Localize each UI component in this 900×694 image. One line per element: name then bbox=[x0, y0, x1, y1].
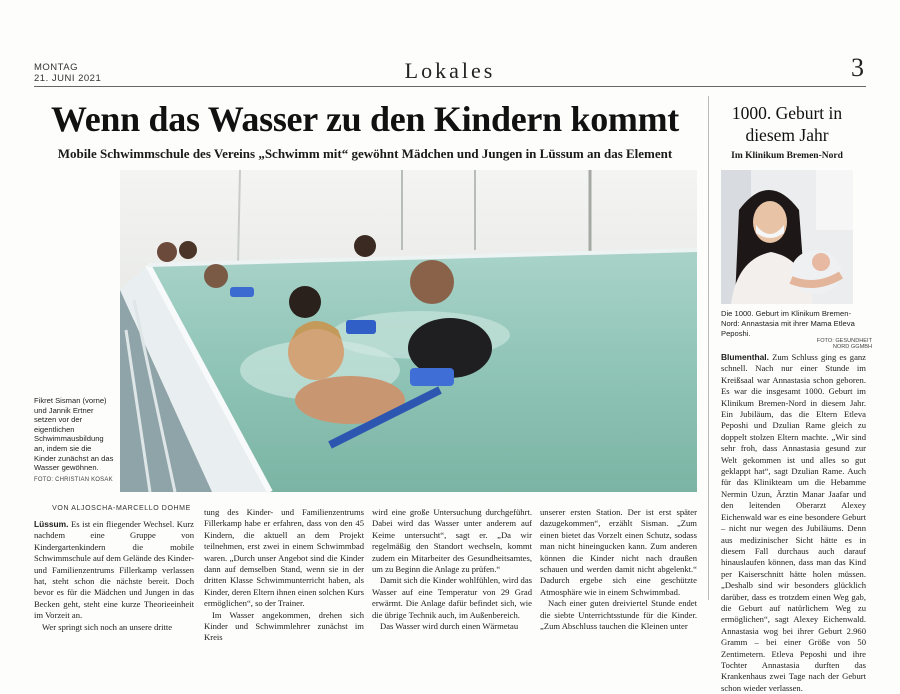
paragraph: Im Wasser angekommen, drehen sich Kinder und Schwimmlehrer zunächst im Kreis bbox=[204, 609, 364, 643]
article-column-3 bbox=[372, 507, 532, 632]
page-number: 3 bbox=[851, 53, 864, 82]
paragraph: Damit sich die Kinder wohlfühlen, wird das Wasser auf eine Temperatur von 29 Grad erwärmt. Die Anlage dafür befindet sich, wie die übrige Technik auch, im Außenbereich. bbox=[372, 575, 532, 620]
sidebar-dateline: Blumenthal. bbox=[721, 352, 769, 362]
paragraph: Wer springt sich noch an unsere dritte bbox=[42, 621, 173, 632]
photo-caption bbox=[34, 396, 114, 485]
photo-credit: FOTO: CHRISTIAN KOSAK bbox=[34, 476, 113, 483]
masthead-divider bbox=[34, 86, 866, 87]
article-headline: Wenn das Wasser zu den Kindern kommt bbox=[51, 99, 679, 139]
paragraph: wird eine große Untersuchung durchgeführt. Dabei wird das Wasser unter anderem auf Keime untersucht“, sagt er. „Da wir regelmäßig den Standort wechseln, kommt zudem ein Mitarbeiter des Gesundheitsamtes, um zu Beginn die Anlage zu prüfen.“ bbox=[372, 507, 532, 575]
paragraph: Nach einer guten dreiviertel Stunde endet die siebte Unterrichtsstunde für die Kinder. „Zum Abschluss tauchen die Kleinen unter bbox=[540, 598, 697, 632]
sidebar-subheadline: Im Klinikum Bremen-Nord bbox=[731, 151, 843, 161]
article-column-1 bbox=[34, 519, 194, 633]
sidebar-photo-credit: FOTO: GESUNDHEIT NORD GGMBH bbox=[816, 338, 872, 350]
dateline: Lüssum. bbox=[34, 519, 69, 529]
paragraph: unserer ersten Station. Der ist erst später dazugekommen“, erzählt Sisman. „Zum einen bietet das Vorzelt einen Schutz, sodass man nicht hineingucken kann. Zum anderen können die Kinder nicht nach draußen schauen und werden damit nicht abgelenkt.“ Dadurch ergebe sich eine geschützte Atmosphäre wie in einem Schwimmbad. bbox=[540, 507, 697, 597]
section-title: Lokales bbox=[404, 58, 496, 83]
sidebar-paragraph: Zum Schluss ging es ganz schnell. Nach nur einer Stunde im Kreißsaal war Annastasia schon geboren. Es war die insgesamt 1000. Geburt im Klinikum Bremen-Nord in diesem Jahr. Ein Jubiläum, das die Eltern Etleva Peposhi und Dzulian Rame gleich zu doppelt stolzen Eltern machte. „Wir sind sehr froh, dass Annastasia gesund zur Welt gekommen ist und alles so gut geklappt hat“, sagt Dzulian Rame. Auch für das Klinikteam um die Hebamme Nermin Uzun, Ärztin Manar Jaafar und den leitenden Oberarzt Alexey Eichenwald war es eine besondere Geburt – nicht nur wegen des Jubiläums. Denn aus medizinischer Sicht hätte es in diesem Fall durchaus auch darauf hinauslaufen können, dass man das Kind per Kaiserschnitt hätte holen müssen. „Deshalb sind wir besonders glücklich darüber, dass es trotzdem einen Weg gab, die Geburt auf natürlichem Weg zu ermöglichen“, sagt Alexey Eichenwald. Annastasia wog bei ihrer Geburt 2.960 Gramm – bei einer Größe von 50 Zentimetern. Etleva Peposhi und ihre Tochter Annastasia durften das Krankenhaus zwei Tage nach der Geburt schon wieder verlassen. bbox=[721, 352, 866, 693]
sidebar-headline: 1000. Geburt in diesem Jahr bbox=[731, 103, 843, 145]
paragraph: Das Wasser wird durch einen Wärmetau bbox=[380, 621, 519, 632]
weekday: MONTAG bbox=[34, 62, 78, 73]
byline: VON ALJOSCHA-MARCELLO DOHME bbox=[52, 505, 191, 512]
paragraph: tung des Kinder- und Familienzentrums Fillerkamp habe er erfahren, dass von den 45 Kindern, die aktuell an dem Projekt teilnehmen, erst zwei in einem Schwimmbad waren. „Durch unser Angebot sind die Kinder dann auf demselben Stand, wenn sie in der dritten Klasse Schwimmunterricht haben, als Kinder, deren Eltern ihnen einen solchen Kurs ermöglichen“, so der Trainer. bbox=[204, 507, 364, 609]
article-column-2 bbox=[204, 507, 364, 644]
article-subheadline: Mobile Schwimmschule des Vereins „Schwimm mit“ gewöhnt Mädchen und Jungen in Lüssum an das Element bbox=[57, 146, 673, 161]
swimming-pool-photo bbox=[120, 170, 697, 492]
paragraph: Es ist ein fliegender Wechsel. Kurz nachdem eine Gruppe von Kindergartenkindern die mobile Schwimmschule auf dem Gelände des Kinder- und Familienzentrums Fillerkamp verlassen hat, steht schon die nächste bereit. Doch bevor es für die Mädchen und Jungen in das Becken geht, steht eine kurze Theorieeinheit im Vorzeit an. bbox=[34, 519, 194, 621]
sidebar-photo-caption: Die 1000. Geburt im Klinikum Bremen-Nord: Annastasia mit ihrer Mama Etleva Peposhi. bbox=[721, 309, 855, 338]
sidebar-divider bbox=[708, 96, 709, 600]
date: 21. JUNI 2021 bbox=[34, 73, 102, 84]
sidebar-body bbox=[721, 352, 866, 694]
mother-baby-photo bbox=[721, 170, 853, 304]
caption-text: Fikret Sisman (vorne) und Jannik Ertner setzen vor der eigentlichen Schwimmausbildung an, indem sie die Kinder zunächst an das Wasser gewöhnen. bbox=[34, 396, 114, 473]
article-column-4 bbox=[540, 507, 697, 632]
